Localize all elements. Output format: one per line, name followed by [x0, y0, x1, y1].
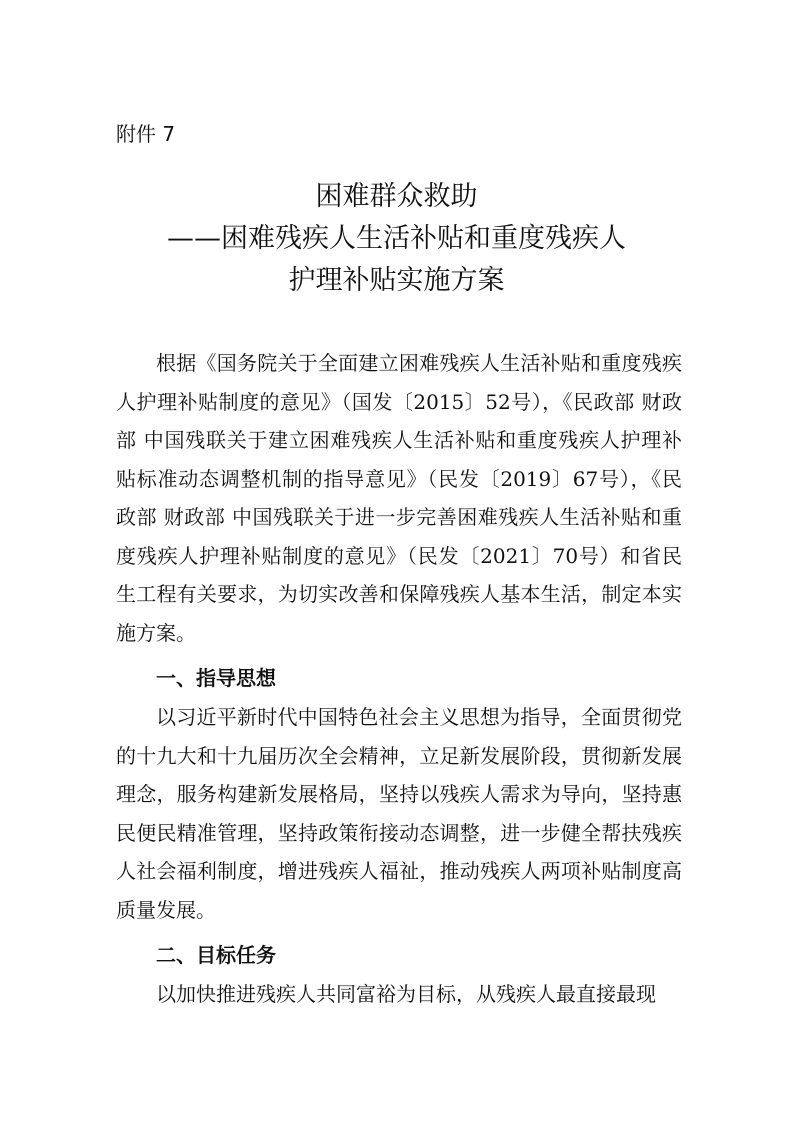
section-paragraph-guiding-ideology: 以习近平新时代中国特色社会主义思想为指导，全面贯彻党的十九大和十九届历次全会精神，立足新发展阶段，贯彻新发展理念，服务构建新发展格局，坚持以残疾人需求为导向，坚持惠民便民精准管理，坚持政策衔接动态调整，进一步健全帮扶残疾人社会福利制度，增进残疾人福祉，推动残疾人两项补贴制度高质量发展。: [116, 705, 682, 922]
attachment-label: 附件 7: [116, 122, 176, 146]
title-line-3: 护理补贴实施方案: [288, 265, 505, 296]
document-body: [116, 344, 682, 1014]
section-heading-guiding-ideology: 一、指导思想: [156, 666, 276, 690]
intro-paragraph: 根据《国务院关于全面建立困难残疾人生活补贴和重度残疾人护理补贴制度的意见》（国发〔2015〕52号），《民政部 财政部 中国残联关于建立困难残疾人生活补贴和重度残疾人护理补贴标准动态调整机制的指导意见》（民发〔2019〕67号），《民政部 财政部 中国残联关于进一步完善困难残疾人生活补贴和重度残疾人护理补贴制度的意见》（民发〔2021〕70号）和省民生工程有关要求，为切实改善和保障残疾人基本生活，制定本实施方案。: [116, 351, 682, 645]
section-heading-goals-tasks: 二、目标任务: [156, 943, 276, 967]
section-paragraph-goals-tasks: 以加快推进残疾人共同富裕为目标，从残疾人最直接最现: [156, 982, 656, 1006]
title-line-2: ——困难残疾人生活补贴和重度残疾人: [167, 223, 626, 254]
document-title: [0, 176, 793, 302]
title-line-1: 困难群众救助: [315, 181, 478, 212]
